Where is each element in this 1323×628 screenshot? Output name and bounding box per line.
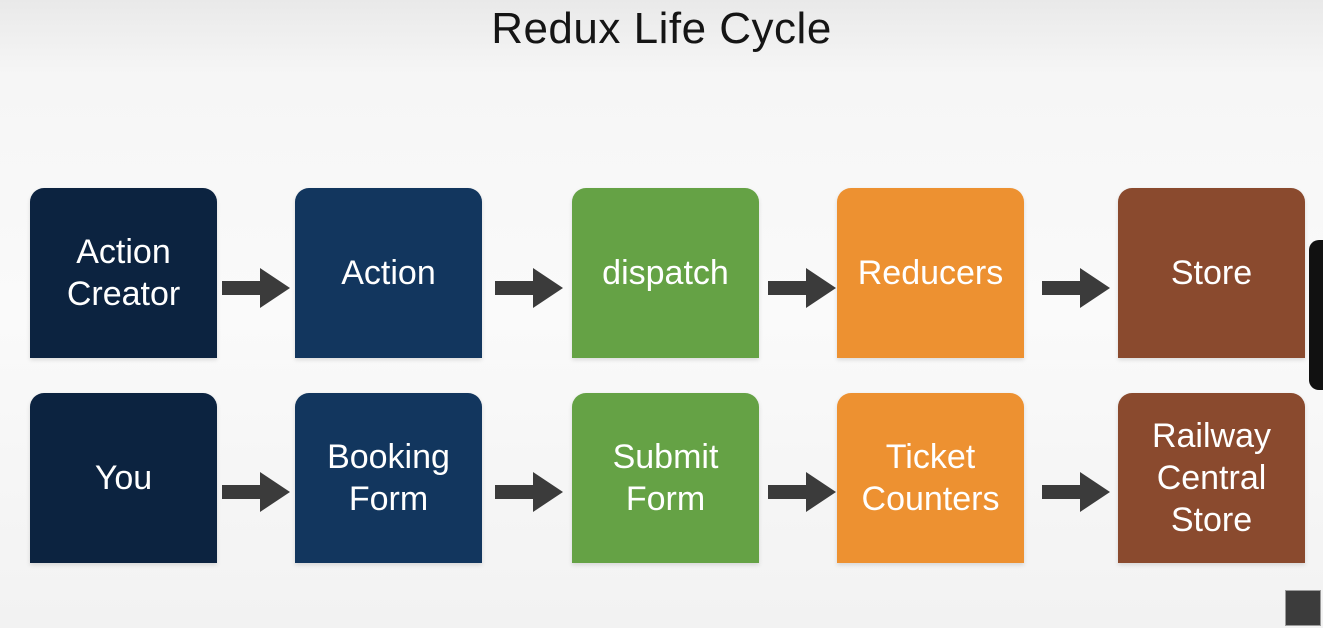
box-label: Railway Central Store [1151,417,1272,539]
channel-avatar-icon [1285,590,1321,626]
side-panel-tab[interactable] [1309,240,1323,390]
right-arrow-icon [1042,470,1110,514]
right-arrow-icon [768,470,836,514]
box-label: Reducers [857,254,1004,292]
box-reducers [837,188,1024,358]
right-arrow-icon [222,266,290,310]
box-submit-form [572,393,759,563]
box-label: Ticket Counters [861,438,1000,518]
box-label: You [94,459,153,497]
diagram-title: Redux Life Cycle [491,4,832,53]
right-arrow-icon [222,470,290,514]
box-label: Action [341,254,436,292]
box-you [30,393,217,563]
right-arrow-icon [1042,266,1110,310]
box-label: Store [1170,254,1253,292]
box-action [295,188,482,358]
box-action-creator [30,188,217,358]
box-label: Booking Form [327,438,450,518]
box-label: Submit Form [612,438,719,518]
box-dispatch [572,188,759,358]
right-arrow-icon [768,266,836,310]
box-booking-form [295,393,482,563]
box-railway-central-store [1118,393,1305,563]
box-store [1118,188,1305,358]
box-label: dispatch [602,254,729,292]
right-arrow-icon [495,470,563,514]
box-ticket-counters [837,393,1024,563]
box-label: Action Creator [66,233,181,313]
right-arrow-icon [495,266,563,310]
